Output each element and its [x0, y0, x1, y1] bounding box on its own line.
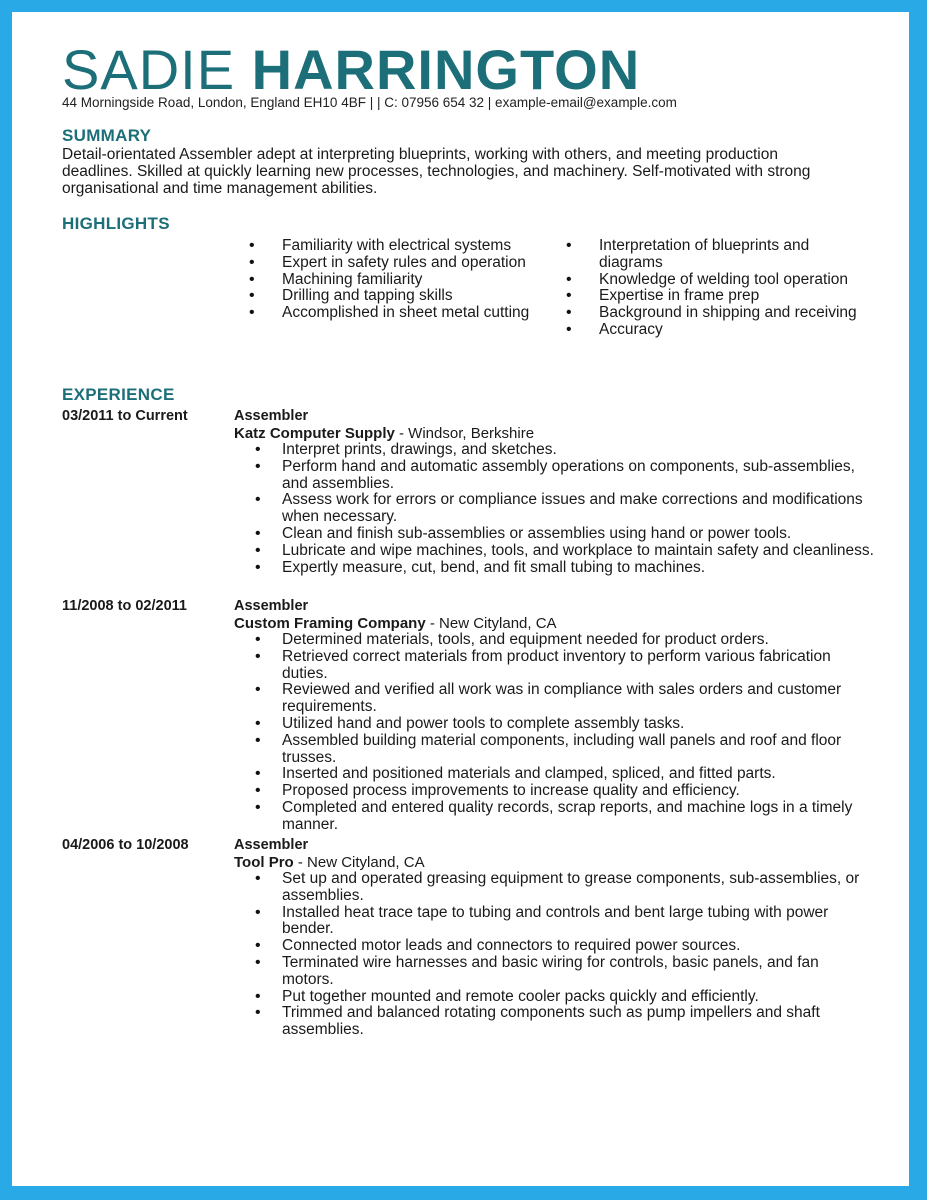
duty-item: • Set up and operated greasing equipment to grease components, sub-assemblies, or assemblies.	[234, 871, 874, 905]
candidate-name	[62, 38, 640, 102]
job-duties	[234, 871, 874, 1039]
first-name: SADIE	[62, 38, 236, 101]
duty-item: • Reviewed and verified all work was in compliance with sales orders and customer requirements.	[234, 682, 874, 716]
highlight-item: • Familiarity with electrical systems	[234, 238, 534, 255]
duty-item: • Assess work for errors or compliance issues and make corrections and modifications when necessary.	[234, 492, 874, 526]
job-body	[234, 408, 874, 576]
duty-item: • Inserted and positioned materials and clamped, spliced, and fitted parts.	[234, 766, 874, 783]
highlight-item: • Knowledge of welding tool operation	[551, 272, 861, 289]
summary-text: Detail-orientated Assembler adept at interpreting blueprints, working with others, and meeting production deadlines. Skilled at quickly learning new processes, technologies, and machinery. Self-motivated with strong organisational and time management abilities.	[62, 146, 811, 197]
job-body	[234, 837, 874, 1039]
resume-page	[12, 12, 909, 1186]
job-dates: 11/2008 to 02/2011	[62, 598, 187, 614]
summary-heading: SUMMARY	[62, 126, 152, 145]
duty-item: • Retrieved correct materials from product inventory to perform various fabrication duties.	[234, 649, 874, 683]
duty-item: • Interpret prints, drawings, and sketches.	[234, 442, 874, 459]
highlight-item: • Accomplished in sheet metal cutting	[234, 305, 534, 322]
highlights-column-2	[551, 238, 861, 339]
job-duties	[234, 632, 874, 834]
experience-heading: EXPERIENCE	[62, 385, 175, 404]
duty-item: • Clean and finish sub-assemblies or assemblies using hand or power tools.	[234, 526, 874, 543]
job-duties	[234, 442, 874, 576]
duty-item: • Trimmed and balanced rotating components such as pump impellers and shaft assemblies.	[234, 1005, 874, 1039]
contact-line: 44 Morningside Road, London, England EH10 4BF | | C: 07956 654 32 | example-email@example.com	[62, 95, 677, 110]
highlight-item: • Machining familiarity	[234, 272, 534, 289]
duty-item: • Connected motor leads and connectors to required power sources.	[234, 938, 874, 955]
highlight-item: • Expertise in frame prep	[551, 288, 861, 305]
duty-item: • Proposed process improvements to increase quality and efficiency.	[234, 783, 874, 800]
highlights-column-1	[234, 238, 534, 322]
company-location: - New Cityland, CA	[293, 854, 425, 871]
highlight-item: • Expert in safety rules and operation	[234, 255, 534, 272]
duty-item: • Assembled building material components, including wall panels and roof and floor trusses.	[234, 733, 874, 767]
job-title: Assembler	[234, 837, 309, 853]
job-company-line	[234, 615, 874, 632]
highlight-item: • Drilling and tapping skills	[234, 288, 534, 305]
duty-item: • Put together mounted and remote cooler packs quickly and efficiently.	[234, 989, 874, 1006]
job-dates: 04/2006 to 10/2008	[62, 837, 189, 853]
company-name: Custom Framing Company	[234, 615, 426, 632]
duty-item: • Perform hand and automatic assembly operations on components, sub-assemblies, and assemblies.	[234, 459, 874, 493]
duty-item: • Expertly measure, cut, bend, and fit small tubing to machines.	[234, 560, 874, 577]
job-company-line	[234, 425, 874, 442]
company-name: Tool Pro	[234, 854, 294, 871]
company-name: Katz Computer Supply	[234, 425, 395, 442]
duty-item: • Terminated wire harnesses and basic wiring for controls, basic panels, and fan motors.	[234, 955, 874, 989]
company-location: - Windsor, Berkshire	[394, 425, 535, 442]
duty-item: • Utilized hand and power tools to complete assembly tasks.	[234, 716, 874, 733]
duty-item: • Determined materials, tools, and equipment needed for product orders.	[234, 632, 874, 649]
job-company-line	[234, 854, 874, 871]
last-name: HARRINGTON	[251, 38, 641, 101]
company-location: - New Cityland, CA	[425, 615, 557, 632]
highlight-item: • Background in shipping and receiving	[551, 305, 861, 322]
highlights-heading: HIGHLIGHTS	[62, 214, 170, 233]
highlight-item: • Accuracy	[551, 322, 861, 339]
highlight-item: • Interpretation of blueprints and diagrams	[551, 238, 861, 272]
duty-item: • Installed heat trace tape to tubing and controls and bent large tubing with power bender.	[234, 905, 874, 939]
job-title: Assembler	[234, 408, 309, 424]
duty-item: • Completed and entered quality records, scrap reports, and machine logs in a timely manner.	[234, 800, 874, 834]
job-dates: 03/2011 to Current	[62, 408, 188, 424]
duty-item: • Lubricate and wipe machines, tools, and workplace to maintain safety and cleanliness.	[234, 543, 874, 560]
job-title: Assembler	[234, 598, 309, 614]
job-body	[234, 598, 874, 834]
